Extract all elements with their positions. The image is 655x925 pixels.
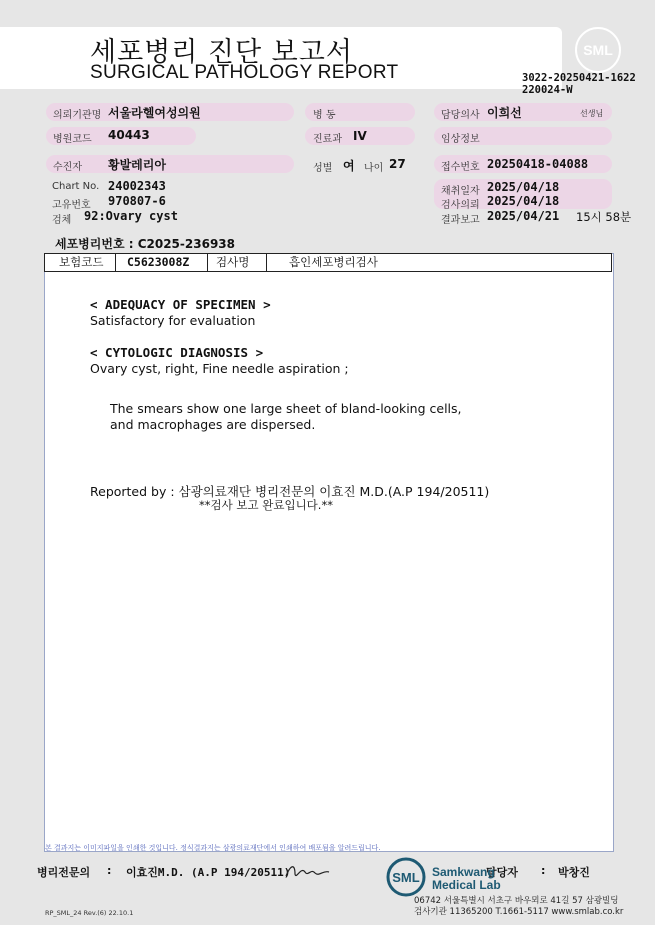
pathologist-value: 이효진M.D. (A.P 194/20511) bbox=[126, 866, 291, 879]
dept-value: IV bbox=[353, 129, 367, 143]
company-name: Samkwang Medical Lab bbox=[432, 865, 501, 892]
doctor-suffix: 선생님 bbox=[580, 109, 604, 118]
dept-label: 진료과 bbox=[313, 134, 342, 145]
chart-value: 24002343 bbox=[108, 179, 166, 193]
finding-line-2: and macrophages are dispersed. bbox=[110, 417, 316, 432]
doctor-value: 이희선 bbox=[487, 106, 522, 120]
specimen-value: 92:Ovary cyst bbox=[84, 209, 178, 223]
insurance-code-value: C5623008Z bbox=[127, 255, 190, 269]
finding-line-1: The smears show one large sheet of bland-looking cells, bbox=[110, 401, 462, 416]
patient-label: 수진자 bbox=[53, 162, 82, 173]
pathologist-label: 병리전문의 bbox=[37, 866, 91, 879]
svg-text:SML: SML bbox=[392, 870, 420, 885]
company-address: 06742 서울특별시 서초구 바우뫼로 41길 57 삼광빌딩 검사기관 11365200 T.1661-5117 www.smlab.co.kr bbox=[414, 896, 624, 917]
adequacy-heading: < ADEQUACY OF SPECIMEN > bbox=[90, 297, 271, 312]
patient-pill bbox=[46, 155, 294, 173]
divider bbox=[115, 254, 116, 271]
samkwang-logo-icon bbox=[386, 857, 426, 897]
patient-value: 황발레리아 bbox=[108, 158, 166, 172]
title-english: SURGICAL PATHOLOGY REPORT bbox=[90, 62, 399, 83]
receipt-label: 접수번호 bbox=[441, 162, 480, 173]
chart-label: Chart No. bbox=[52, 181, 100, 192]
adequacy-text: Satisfactory for evaluation bbox=[90, 313, 256, 328]
manager-value: 박창진 bbox=[558, 866, 590, 879]
pathologist-colon: : bbox=[107, 864, 112, 877]
document-id: 3022-20250421-1622 220024-W bbox=[522, 72, 636, 96]
result-time: 15시 58분 bbox=[576, 210, 632, 224]
insurance-bar bbox=[44, 253, 612, 272]
result-label: 결과보고 bbox=[441, 215, 480, 226]
request-label: 검사의뢰 bbox=[441, 200, 480, 211]
clinical-label: 임상정보 bbox=[441, 134, 480, 145]
divider bbox=[207, 254, 208, 271]
test-name-label: 검사명 bbox=[216, 255, 250, 269]
print-notice: 본 결과지는 이미지파일을 인쇄한 것입니다. 정식결과지는 삼광의료재단에서 인쇄하여 배포됨을 알려드립니다. bbox=[45, 844, 381, 852]
sex-label: 성별 bbox=[313, 163, 333, 174]
test-name-value: 흡인세포병리검사 bbox=[289, 255, 378, 269]
collect-label: 채취일자 bbox=[441, 186, 480, 197]
hospital-code-value: 40443 bbox=[108, 128, 150, 142]
revision-code: RP_SML_24 Rev.(6) 22.10.1 bbox=[45, 909, 134, 917]
institution-label: 의뢰기관명 bbox=[53, 110, 102, 121]
divider bbox=[266, 254, 267, 271]
diagnosis-text: Ovary cyst, right, Fine needle aspiration ; bbox=[90, 361, 349, 376]
doctor-label: 담당의사 bbox=[441, 110, 480, 121]
ward-label: 병 동 bbox=[313, 110, 336, 121]
request-value: 2025/04/18 bbox=[487, 194, 560, 208]
manager-label: 담당자 bbox=[486, 866, 518, 879]
cytology-number: 세포병리번호 : C2025-236938 bbox=[55, 237, 235, 251]
result-date: 2025/04/21 bbox=[487, 209, 560, 223]
institution-value: 서울라헬여성의원 bbox=[108, 106, 201, 120]
age-label: 나이 bbox=[364, 163, 384, 174]
collect-value: 2025/04/18 bbox=[487, 180, 560, 194]
diagnosis-heading: < CYTOLOGIC DIAGNOSIS > bbox=[90, 345, 264, 360]
specimen-label: 검체 bbox=[52, 215, 72, 226]
hospital-code-label: 병원코드 bbox=[53, 134, 92, 145]
report-complete: **검사 보고 완료입니다.** bbox=[199, 498, 333, 512]
report-body bbox=[44, 253, 614, 852]
title-korean: 세포병리 진단 보고서 bbox=[90, 37, 353, 68]
insurance-code-label: 보험코드 bbox=[59, 255, 104, 269]
receipt-value: 20250418-04088 bbox=[487, 157, 589, 171]
manager-colon: : bbox=[541, 864, 546, 877]
reported-by: Reported by : 삼광의료재단 병리전문의 이효진 M.D.(A.P 194/20511) bbox=[90, 484, 490, 499]
sml-logo-icon: SML bbox=[575, 27, 621, 73]
sex-value: 여 bbox=[343, 159, 355, 173]
age-value: 27 bbox=[389, 157, 406, 171]
signature-icon bbox=[283, 860, 333, 882]
unique-value: 970807-6 bbox=[108, 194, 166, 208]
unique-label: 고유번호 bbox=[52, 200, 91, 211]
